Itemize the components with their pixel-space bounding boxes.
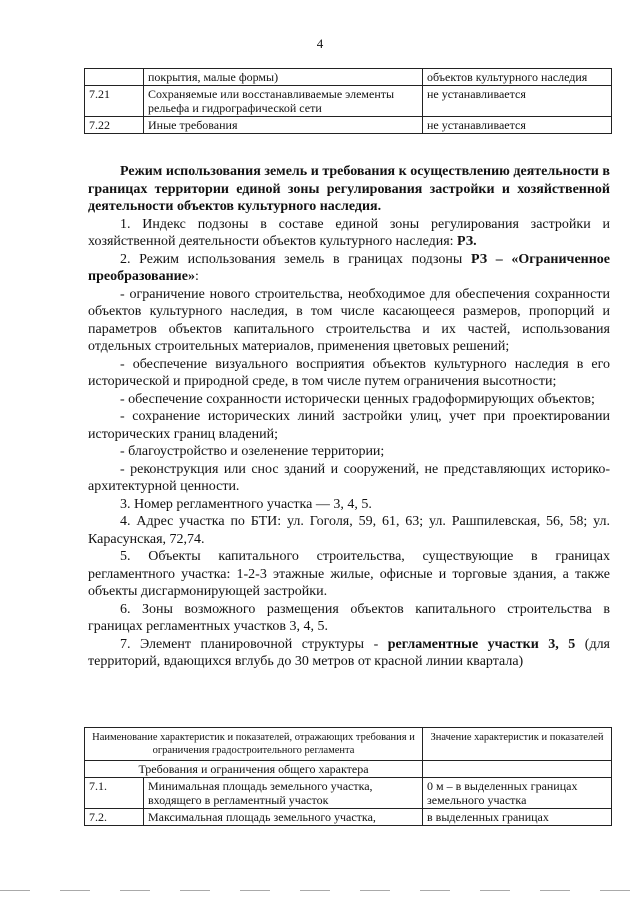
list-item: - обеспечение визуального восприятия объектов культурного наследия в его исторической и природной среде, в том числе путем ограничения высотности; [88, 356, 610, 389]
table-row [85, 778, 612, 809]
regime-name-bold: РЗ – «Ограниченное преобразование» [88, 251, 611, 284]
row-number: 7.21 [85, 86, 144, 117]
section-heading: Режим использования земель и требования к осуществлению деятельности в границах территории единой зоны регулирования застройки и хозяйственной деятельности объектов культурного наследия. [88, 164, 610, 214]
table-header-row [85, 728, 612, 761]
paragraph-placement-zones: 6. Зоны возможного размещения объектов капитального строительства в границах регламентных участков 3, 4, 5. [88, 601, 610, 634]
row-number: 7.2. [85, 809, 144, 826]
paragraph-plot-number: 3. Номер регламентного участка — 3, 4, 5. [120, 496, 372, 512]
paragraph-text: 7. Элемент планировочной структуры - [120, 636, 388, 652]
row-number: 7.22 [85, 117, 144, 134]
paragraph-subzone-index [88, 216, 610, 251]
plots-bold: регламентные участки 3, 5 [387, 636, 576, 652]
regime-section [88, 163, 610, 671]
row-value: не устанавливается [423, 117, 612, 134]
row-value: объектов культурного наследия [423, 69, 612, 86]
row-number [85, 69, 144, 86]
bottom-requirements-table [84, 727, 612, 826]
top-requirements-table [84, 68, 612, 134]
table-row [85, 117, 612, 134]
header-value: Значение характеристик и показателей [423, 728, 612, 761]
header-name: Наименование характеристик и показателей, отражающих требования и ограничения градостроительного регламента [85, 728, 423, 761]
paragraph-text: 2. Режим использования земель в границах подзоны [120, 251, 471, 267]
list-item: - сохранение исторических линий застройки улиц, учет при проектировании исторических границ владений; [88, 409, 610, 442]
row-value: не устанавливается [423, 86, 612, 117]
list-item: - ограничение нового строительства, необходимое для обеспечения сохранности объектов культурного наследия, в том числе касающееся размеров, пропорций и параметров объектов капитального строительства и их частей, использования отдельных строительных материалов, применения цветовых решений; [88, 286, 610, 354]
page-number: 4 [316, 36, 324, 51]
subzone-index-bold: РЗ. [457, 234, 477, 249]
subheader: Требования и ограничения общего характера [85, 761, 423, 778]
table-row [85, 69, 612, 86]
row-name: Сохраняемые или восстанавливаемые элементы рельефа и гидрографической сети [144, 86, 423, 117]
table-subheader-row [85, 761, 612, 778]
row-name: покрытия, малые формы) [144, 69, 423, 86]
list-item: - реконструкция или снос зданий и сооружений, не представляющих историко-архитектурной ценности. [88, 461, 610, 494]
paragraph-land-use-regime [88, 251, 610, 286]
row-name: Максимальная площадь земельного участка, [144, 809, 423, 826]
row-value: 0 м – в выделенных границах земельного участка [423, 778, 612, 809]
table-row [85, 86, 612, 117]
paragraph-tail: (для территорий, вдающихся вглубь до 30 метров от красной линии квартала) [88, 636, 610, 669]
paragraph-tail: : [194, 269, 199, 284]
list-item: - благоустройство и озеленение территории; [120, 444, 385, 459]
table-row [85, 809, 612, 826]
row-name: Иные требования [144, 117, 423, 134]
paragraph-existing-objects: 5. Объекты капитального строительства, существующие в границах регламентного участка: 1-2-3 этажные жилые, офисные и торговые здания, а также объекты дисгармонирующей застройки. [88, 549, 610, 599]
row-name: Минимальная площадь земельного участка, входящего в регламентный участок [144, 778, 423, 809]
paragraph-text: 1. Индекс подзоны в составе единой зоны регулирования застройки и хозяйственной деятельности объектов культурного наследия: [88, 216, 610, 249]
paragraph-planning-element [88, 636, 610, 671]
row-value: в выделенных границах [423, 809, 612, 826]
list-item: - обеспечение сохранности исторически ценных градоформирующих объектов; [120, 391, 595, 407]
scan-artifact-line [0, 890, 640, 891]
paragraph-address: 4. Адрес участка по БТИ: ул. Гоголя, 59, 61, 63; ул. Рашпилевская, 56, 58; ул. Карасунская, 72,74. [88, 514, 610, 547]
subheader-empty [423, 761, 612, 778]
row-number: 7.1. [85, 778, 144, 809]
